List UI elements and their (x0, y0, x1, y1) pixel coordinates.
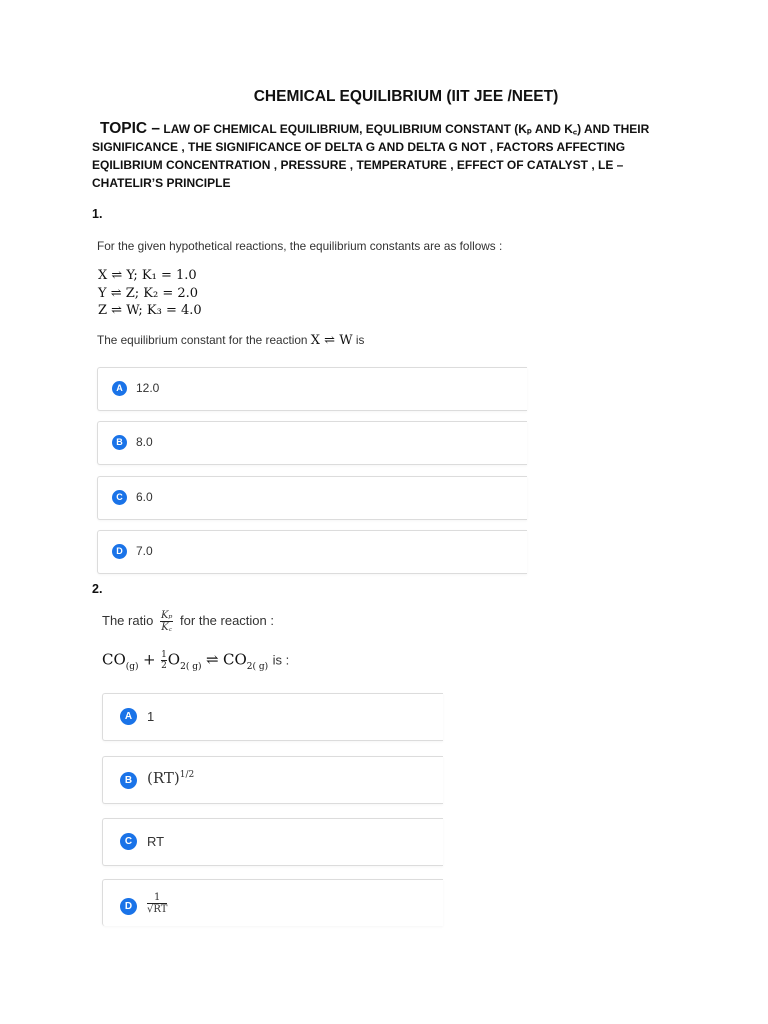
ask-reaction: X ⇌ W (310, 333, 353, 348)
ratio-denominator: K꜀ (161, 622, 173, 633)
eq-half (161, 650, 167, 671)
option-b-base: (RT) (147, 769, 180, 787)
topic-label: TOPIC – (100, 120, 161, 137)
option-text: 12.0 (136, 381, 160, 395)
ask-suffix: is (355, 333, 365, 347)
eq-o2-sub: 2( g) (180, 661, 202, 672)
option-badge-a: A (120, 708, 137, 725)
eq-co-sub: (g) (125, 661, 139, 672)
q2-option-c[interactable] (102, 818, 443, 866)
equation-3: Z ⇌ W; K₃ = 4.0 (98, 303, 202, 318)
eq-arrow: ⇌ (205, 650, 219, 669)
question-2-ratio (102, 610, 274, 633)
question-1-number: 1. (92, 207, 103, 221)
option-badge-d: D (112, 544, 127, 559)
option-d-fraction (147, 892, 167, 915)
eq-co2: CO (222, 650, 247, 669)
q2-option-a[interactable] (102, 693, 443, 741)
equation-1: X ⇌ Y; K₁ = 1.0 (98, 268, 197, 283)
q1-option-a[interactable] (97, 367, 527, 411)
option-d-denominator: √RT (147, 904, 168, 915)
option-text (147, 892, 167, 915)
question-2-equation (102, 650, 289, 672)
ratio-suffix: for the reaction : (180, 612, 274, 628)
option-text: 1 (147, 709, 155, 724)
option-badge-c: C (112, 490, 127, 505)
question-1-ask (97, 333, 364, 348)
q1-option-d[interactable] (97, 530, 527, 574)
eq-o2: O (167, 650, 181, 669)
ratio-prefix: The ratio (102, 612, 154, 628)
option-b-exponent: 1/2 (179, 770, 195, 780)
equation-2: Y ⇌ Z; K₂ = 2.0 (98, 285, 199, 301)
topic-block (92, 120, 672, 192)
eq-co2-sub: 2( g) (246, 661, 269, 672)
option-text (147, 769, 194, 787)
eq-plus: + (143, 650, 156, 669)
q1-option-c[interactable] (97, 476, 527, 520)
question-1-intro: For the given hypothetical reactions, the equilibrium constants are as follows : (97, 239, 503, 253)
option-badge-b: B (112, 435, 127, 450)
q1-option-b[interactable] (97, 421, 527, 465)
option-text: RT (147, 834, 165, 849)
topic-text: LAW OF CHEMICAL EQUILIBRIUM, EQULIBRIUM CONSTANT (Kₚ AND K꜀) AND THEIR SIGNIFICANCE , THE SIGNIFICANCE OF DELTA G AND DELTA G NOT , FACTORS AFFECTING EQILIBRIUM CONCENTRATION , PRESSURE , TEMPERATURE , EFFECT OF CATALYST , LE – CHATELIR’S PRINCIPLE (92, 122, 650, 190)
ratio-fraction (160, 610, 173, 633)
option-text: 7.0 (136, 544, 153, 558)
option-text: 8.0 (136, 435, 153, 449)
page-title: CHEMICAL EQUILIBRIUM (IIT JEE /NEET) (253, 88, 559, 105)
q2-option-b[interactable] (102, 756, 443, 804)
eq-half-den: 2 (161, 661, 167, 671)
option-badge-b: B (120, 772, 137, 789)
option-text: 6.0 (136, 490, 153, 504)
ratio-numerator: Kₚ (160, 610, 173, 621)
question-1-equations (98, 267, 202, 320)
eq-suffix: is : (272, 652, 290, 668)
option-d-numerator: 1 (147, 892, 167, 904)
eq-co: CO (102, 650, 126, 669)
eq-half-num: 1 (161, 650, 167, 660)
option-badge-c: C (120, 833, 137, 850)
option-badge-a: A (112, 381, 127, 396)
question-2-number: 2. (92, 582, 103, 596)
q2-option-d[interactable] (102, 879, 443, 926)
option-badge-d: D (120, 898, 137, 915)
ask-prefix: The equilibrium constant for the reaction (97, 333, 308, 347)
